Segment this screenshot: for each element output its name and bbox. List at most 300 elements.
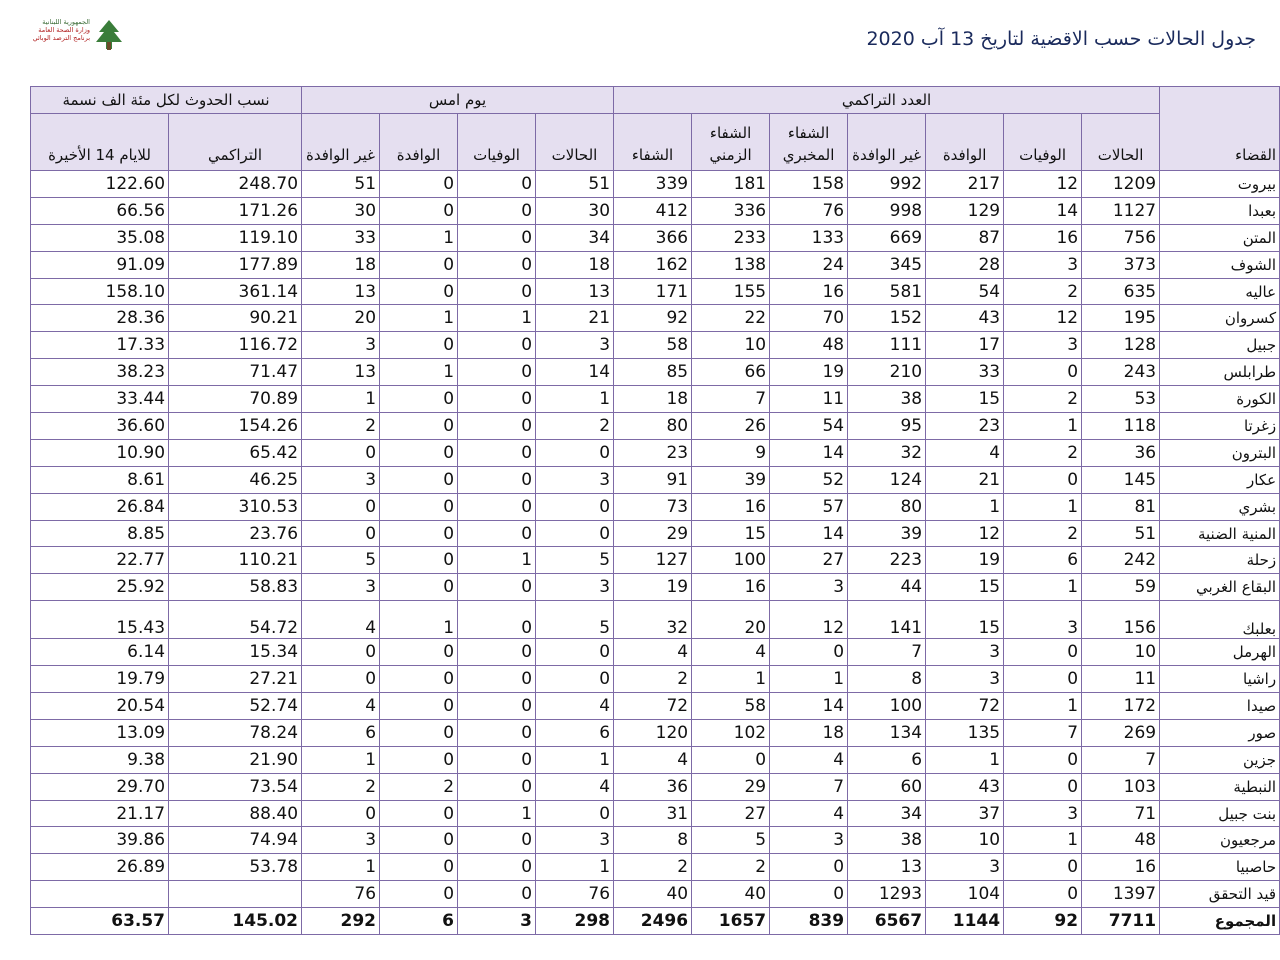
y-cases-cell: 51 [536, 171, 614, 198]
recovery-cell: 36 [614, 773, 692, 800]
rate-14days-cell: 66.56 [31, 197, 169, 224]
y-imported-cell: 6 [380, 908, 458, 935]
table-row [31, 520, 1280, 547]
y-non-imported-cell: 51 [302, 171, 380, 198]
y-non-imported-cell: 3 [302, 466, 380, 493]
deaths-cell: 2 [1004, 278, 1082, 305]
time-recovery-cell: 39 [692, 466, 770, 493]
y-imported-cell: 0 [380, 800, 458, 827]
deaths-cell: 1 [1004, 413, 1082, 440]
non-imported-cell: 32 [848, 439, 926, 466]
cumulative-rate-cell: 110.21 [169, 547, 302, 574]
y-cases-cell: 3 [536, 827, 614, 854]
ministry-logo [18, 16, 128, 56]
time-recovery-cell: 15 [692, 520, 770, 547]
imported-cell: 54 [926, 278, 1004, 305]
cumulative-rate-cell: 23.76 [169, 520, 302, 547]
y-deaths-cell: 3 [458, 908, 536, 935]
y-deaths-cell: 0 [458, 413, 536, 440]
district-cell: طرابلس [1160, 359, 1280, 386]
time-recovery-cell: 155 [692, 278, 770, 305]
non-imported-cell: 34 [848, 800, 926, 827]
y-cases-cell: 0 [536, 800, 614, 827]
deaths-cell: 0 [1004, 854, 1082, 881]
cases-table [30, 86, 1280, 935]
cumulative-rate-cell: 116.72 [169, 332, 302, 359]
time-recovery-cell: 0 [692, 746, 770, 773]
district-cell: جزين [1160, 746, 1280, 773]
y-imported-cell: 1 [380, 224, 458, 251]
y-deaths-cell: 0 [458, 493, 536, 520]
district-cell: عاليه [1160, 278, 1280, 305]
y-imported-cell: 0 [380, 693, 458, 720]
non-imported-cell: 95 [848, 413, 926, 440]
rate-14days-cell: 28.36 [31, 305, 169, 332]
cumulative-rate-cell: 88.40 [169, 800, 302, 827]
y-deaths-cell: 0 [458, 773, 536, 800]
deaths-cell: 0 [1004, 666, 1082, 693]
cumulative-rate-cell: 15.34 [169, 639, 302, 666]
rate-14days-cell: 26.84 [31, 493, 169, 520]
recovery-cell: 120 [614, 719, 692, 746]
y-deaths-cell: 0 [458, 827, 536, 854]
time-recovery-cell: 29 [692, 773, 770, 800]
non-imported-cell: 223 [848, 547, 926, 574]
non-imported-cell: 992 [848, 171, 926, 198]
rate-14days-cell: 25.92 [31, 574, 169, 601]
table-row [31, 827, 1280, 854]
y-deaths-cell: 1 [458, 800, 536, 827]
cumulative-rate-cell: 53.78 [169, 854, 302, 881]
rate-14days-cell: 13.09 [31, 719, 169, 746]
lab-recovery-cell: 1 [770, 666, 848, 693]
non-imported-cell: 100 [848, 693, 926, 720]
imported-cell: 72 [926, 693, 1004, 720]
y-imported-cell: 0 [380, 493, 458, 520]
time-recovery-cell: 22 [692, 305, 770, 332]
district-cell: حاصبيا [1160, 854, 1280, 881]
rate-14days-cell: 19.79 [31, 666, 169, 693]
table-row [31, 666, 1280, 693]
recovery-cell: 366 [614, 224, 692, 251]
table-row [31, 359, 1280, 386]
y-cases-cell: 4 [536, 693, 614, 720]
cumulative-rate-cell: 65.42 [169, 439, 302, 466]
y-non-imported-cell: 3 [302, 332, 380, 359]
cumulative-rate-cell: 74.94 [169, 827, 302, 854]
y-non-imported-cell: 13 [302, 278, 380, 305]
recovery-cell: 8 [614, 827, 692, 854]
cases-cell: 373 [1082, 251, 1160, 278]
cumulative-rate-cell: 145.02 [169, 908, 302, 935]
table-row [31, 413, 1280, 440]
deaths-cell: 12 [1004, 171, 1082, 198]
imported-cell: 129 [926, 197, 1004, 224]
time-recovery-cell: 1 [692, 666, 770, 693]
table-row [31, 639, 1280, 666]
cases-cell: 81 [1082, 493, 1160, 520]
table-row [31, 854, 1280, 881]
y-deaths-cell: 0 [458, 746, 536, 773]
district-cell: المتن [1160, 224, 1280, 251]
imported-cell: 4 [926, 439, 1004, 466]
deaths-cell: 3 [1004, 332, 1082, 359]
imported-cell: 104 [926, 881, 1004, 908]
y-deaths-cell: 1 [458, 547, 536, 574]
col-y-deaths-header: الوفيات [458, 114, 536, 171]
y-cases-cell: 0 [536, 439, 614, 466]
table-row [31, 171, 1280, 198]
cases-cell: 7 [1082, 746, 1160, 773]
cumulative-rate-cell: 177.89 [169, 251, 302, 278]
y-imported-cell: 2 [380, 773, 458, 800]
y-cases-cell: 0 [536, 493, 614, 520]
table-row [31, 224, 1280, 251]
recovery-cell: 18 [614, 386, 692, 413]
imported-cell: 3 [926, 666, 1004, 693]
logo-line-1: الجمهورية اللبنانية [42, 18, 90, 26]
district-cell: النبطية [1160, 773, 1280, 800]
lab-recovery-cell: 0 [770, 639, 848, 666]
district-cell: زغرتا [1160, 413, 1280, 440]
y-imported-cell: 0 [380, 332, 458, 359]
rate-14days-cell: 63.57 [31, 908, 169, 935]
cases-cell: 16 [1082, 854, 1160, 881]
y-imported-cell: 0 [380, 574, 458, 601]
col-district-header: القضاء [1160, 87, 1280, 171]
y-imported-cell: 0 [380, 854, 458, 881]
col-y-cases-header: الحالات [536, 114, 614, 171]
cases-cell: 156 [1082, 601, 1160, 639]
table-row [31, 439, 1280, 466]
time-recovery-cell: 1657 [692, 908, 770, 935]
district-cell: بيروت [1160, 171, 1280, 198]
district-cell: بنت جبيل [1160, 800, 1280, 827]
rate-14days-cell: 38.23 [31, 359, 169, 386]
cases-cell: 71 [1082, 800, 1160, 827]
y-cases-cell: 6 [536, 719, 614, 746]
y-non-imported-cell: 33 [302, 224, 380, 251]
lab-recovery-cell: 70 [770, 305, 848, 332]
y-deaths-cell: 0 [458, 881, 536, 908]
y-imported-cell: 0 [380, 413, 458, 440]
deaths-cell: 0 [1004, 359, 1082, 386]
cases-cell: 48 [1082, 827, 1160, 854]
cases-cell: 128 [1082, 332, 1160, 359]
lab-recovery-cell: 4 [770, 800, 848, 827]
deaths-cell: 7 [1004, 719, 1082, 746]
table-row [31, 278, 1280, 305]
imported-cell: 3 [926, 854, 1004, 881]
rate-14days-cell: 35.08 [31, 224, 169, 251]
table-row [31, 693, 1280, 720]
time-recovery-cell: 40 [692, 881, 770, 908]
cases-cell: 53 [1082, 386, 1160, 413]
non-imported-cell: 134 [848, 719, 926, 746]
time-recovery-cell: 7 [692, 386, 770, 413]
recovery-cell: 23 [614, 439, 692, 466]
non-imported-cell: 581 [848, 278, 926, 305]
time-recovery-cell: 181 [692, 171, 770, 198]
y-deaths-cell: 0 [458, 601, 536, 639]
imported-cell: 3 [926, 639, 1004, 666]
y-non-imported-cell: 76 [302, 881, 380, 908]
y-imported-cell: 1 [380, 359, 458, 386]
imported-cell: 21 [926, 466, 1004, 493]
table-row [31, 574, 1280, 601]
y-deaths-cell: 0 [458, 197, 536, 224]
imported-cell: 15 [926, 386, 1004, 413]
non-imported-cell: 80 [848, 493, 926, 520]
non-imported-cell: 210 [848, 359, 926, 386]
y-cases-cell: 0 [536, 520, 614, 547]
y-non-imported-cell: 0 [302, 639, 380, 666]
non-imported-cell: 141 [848, 601, 926, 639]
y-deaths-cell: 0 [458, 332, 536, 359]
cases-cell: 195 [1082, 305, 1160, 332]
time-recovery-cell: 138 [692, 251, 770, 278]
lab-recovery-cell: 158 [770, 171, 848, 198]
y-non-imported-cell: 3 [302, 574, 380, 601]
district-cell: راشيا [1160, 666, 1280, 693]
recovery-cell: 19 [614, 574, 692, 601]
lab-recovery-cell: 4 [770, 746, 848, 773]
rate-14days-cell: 10.90 [31, 439, 169, 466]
y-imported-cell: 0 [380, 520, 458, 547]
y-deaths-cell: 0 [458, 574, 536, 601]
cumulative-rate-cell: 73.54 [169, 773, 302, 800]
y-deaths-cell: 0 [458, 666, 536, 693]
deaths-cell: 16 [1004, 224, 1082, 251]
lab-recovery-cell: 54 [770, 413, 848, 440]
time-recovery-cell: 66 [692, 359, 770, 386]
imported-cell: 43 [926, 773, 1004, 800]
lab-recovery-cell: 0 [770, 854, 848, 881]
deaths-cell: 12 [1004, 305, 1082, 332]
cases-cell: 172 [1082, 693, 1160, 720]
recovery-cell: 2496 [614, 908, 692, 935]
rate-14days-cell: 8.61 [31, 466, 169, 493]
group-yesterday-header: يوم امس [302, 87, 614, 114]
cumulative-rate-cell: 78.24 [169, 719, 302, 746]
cumulative-rate-cell: 248.70 [169, 171, 302, 198]
non-imported-cell: 6567 [848, 908, 926, 935]
y-deaths-cell: 0 [458, 719, 536, 746]
cases-cell: 7711 [1082, 908, 1160, 935]
non-imported-cell: 669 [848, 224, 926, 251]
cases-cell: 59 [1082, 574, 1160, 601]
y-imported-cell: 0 [380, 171, 458, 198]
y-cases-cell: 2 [536, 413, 614, 440]
deaths-cell: 0 [1004, 639, 1082, 666]
y-cases-cell: 34 [536, 224, 614, 251]
y-non-imported-cell: 20 [302, 305, 380, 332]
cedar-tree-icon [92, 18, 126, 52]
y-imported-cell: 0 [380, 881, 458, 908]
col-deaths-header: الوفيات [1004, 114, 1082, 171]
rate-14days-cell: 20.54 [31, 693, 169, 720]
y-imported-cell: 0 [380, 666, 458, 693]
district-cell: الشوف [1160, 251, 1280, 278]
district-cell: قيد التحقق [1160, 881, 1280, 908]
lab-recovery-cell: 19 [770, 359, 848, 386]
y-non-imported-cell: 3 [302, 827, 380, 854]
non-imported-cell: 111 [848, 332, 926, 359]
lab-recovery-cell: 3 [770, 827, 848, 854]
y-non-imported-cell: 0 [302, 520, 380, 547]
cases-cell: 118 [1082, 413, 1160, 440]
y-imported-cell: 0 [380, 278, 458, 305]
rate-14days-cell: 22.77 [31, 547, 169, 574]
rate-14days-cell: 91.09 [31, 251, 169, 278]
lab-recovery-cell: 76 [770, 197, 848, 224]
imported-cell: 33 [926, 359, 1004, 386]
rate-14days-cell: 26.89 [31, 854, 169, 881]
deaths-cell: 1 [1004, 493, 1082, 520]
table-row [31, 547, 1280, 574]
deaths-cell: 1 [1004, 827, 1082, 854]
imported-cell: 23 [926, 413, 1004, 440]
y-cases-cell: 30 [536, 197, 614, 224]
table-row [31, 466, 1280, 493]
recovery-cell: 4 [614, 639, 692, 666]
table-row [31, 773, 1280, 800]
non-imported-cell: 38 [848, 827, 926, 854]
y-deaths-cell: 0 [458, 439, 536, 466]
non-imported-cell: 998 [848, 197, 926, 224]
y-imported-cell: 0 [380, 827, 458, 854]
y-imported-cell: 0 [380, 639, 458, 666]
deaths-cell: 92 [1004, 908, 1082, 935]
y-non-imported-cell: 1 [302, 746, 380, 773]
cumulative-rate-cell: 54.72 [169, 601, 302, 639]
time-recovery-cell: 27 [692, 800, 770, 827]
y-cases-cell: 3 [536, 574, 614, 601]
district-cell: المنية الضنية [1160, 520, 1280, 547]
recovery-cell: 412 [614, 197, 692, 224]
cumulative-rate-cell: 58.83 [169, 574, 302, 601]
page-title: جدول الحالات حسب الاقضية لتاريخ 13 آب 2020 [866, 28, 1256, 50]
cases-cell: 756 [1082, 224, 1160, 251]
y-non-imported-cell: 292 [302, 908, 380, 935]
non-imported-cell: 8 [848, 666, 926, 693]
recovery-cell: 127 [614, 547, 692, 574]
imported-cell: 43 [926, 305, 1004, 332]
deaths-cell: 0 [1004, 466, 1082, 493]
time-recovery-cell: 4 [692, 639, 770, 666]
col-y-non-imported-header: غير الوافدة [302, 114, 380, 171]
table-row [31, 719, 1280, 746]
cumulative-rate-cell: 90.21 [169, 305, 302, 332]
table-body [31, 171, 1280, 935]
lab-recovery-cell: 3 [770, 574, 848, 601]
y-imported-cell: 0 [380, 719, 458, 746]
time-recovery-cell: 16 [692, 493, 770, 520]
y-cases-cell: 4 [536, 773, 614, 800]
time-recovery-cell: 233 [692, 224, 770, 251]
recovery-cell: 73 [614, 493, 692, 520]
non-imported-cell: 6 [848, 746, 926, 773]
y-cases-cell: 1 [536, 386, 614, 413]
cumulative-rate-cell: 361.14 [169, 278, 302, 305]
imported-cell: 28 [926, 251, 1004, 278]
recovery-cell: 29 [614, 520, 692, 547]
table-row [31, 746, 1280, 773]
y-imported-cell: 0 [380, 386, 458, 413]
y-imported-cell: 0 [380, 466, 458, 493]
rate-14days-cell: 6.14 [31, 639, 169, 666]
cases-cell: 1397 [1082, 881, 1160, 908]
y-imported-cell: 0 [380, 197, 458, 224]
district-cell: الهرمل [1160, 639, 1280, 666]
y-cases-cell: 3 [536, 466, 614, 493]
cases-cell: 1209 [1082, 171, 1160, 198]
lab-recovery-cell: 14 [770, 520, 848, 547]
y-imported-cell: 0 [380, 746, 458, 773]
district-cell: كسروان [1160, 305, 1280, 332]
cases-cell: 36 [1082, 439, 1160, 466]
lab-recovery-cell: 11 [770, 386, 848, 413]
col-recovery-header: الشفاء [614, 114, 692, 171]
recovery-cell: 91 [614, 466, 692, 493]
district-cell: بعبدا [1160, 197, 1280, 224]
y-cases-cell: 76 [536, 881, 614, 908]
recovery-cell: 72 [614, 693, 692, 720]
rate-14days-cell: 158.10 [31, 278, 169, 305]
y-non-imported-cell: 30 [302, 197, 380, 224]
y-non-imported-cell: 4 [302, 601, 380, 639]
y-deaths-cell: 1 [458, 305, 536, 332]
rate-14days-cell [31, 881, 169, 908]
time-recovery-cell: 336 [692, 197, 770, 224]
y-deaths-cell: 0 [458, 639, 536, 666]
rate-14days-cell: 17.33 [31, 332, 169, 359]
district-cell: بشري [1160, 493, 1280, 520]
non-imported-cell: 60 [848, 773, 926, 800]
imported-cell: 10 [926, 827, 1004, 854]
col-y-imported-header: الوافدة [380, 114, 458, 171]
deaths-cell: 1 [1004, 574, 1082, 601]
y-non-imported-cell: 2 [302, 773, 380, 800]
y-imported-cell: 0 [380, 439, 458, 466]
recovery-cell: 171 [614, 278, 692, 305]
lab-recovery-cell: 27 [770, 547, 848, 574]
y-deaths-cell: 0 [458, 278, 536, 305]
lab-recovery-cell: 14 [770, 439, 848, 466]
non-imported-cell: 39 [848, 520, 926, 547]
cumulative-rate-cell: 46.25 [169, 466, 302, 493]
col-lab-recovery-header: الشفاء المخبري [770, 114, 848, 171]
logo-line-2: وزارة الصحة العامة [38, 26, 90, 34]
cases-cell: 51 [1082, 520, 1160, 547]
district-cell: المجموع [1160, 908, 1280, 935]
y-imported-cell: 1 [380, 305, 458, 332]
imported-cell: 217 [926, 171, 1004, 198]
deaths-cell: 0 [1004, 881, 1082, 908]
y-cases-cell: 0 [536, 666, 614, 693]
cumulative-rate-cell: 52.74 [169, 693, 302, 720]
cumulative-rate-cell: 71.47 [169, 359, 302, 386]
time-recovery-cell: 58 [692, 693, 770, 720]
deaths-cell: 2 [1004, 386, 1082, 413]
cumulative-rate-cell: 154.26 [169, 413, 302, 440]
district-cell: صيدا [1160, 693, 1280, 720]
table-row [31, 305, 1280, 332]
lab-recovery-cell: 52 [770, 466, 848, 493]
y-deaths-cell: 0 [458, 693, 536, 720]
time-recovery-cell: 16 [692, 574, 770, 601]
col-cumulative-rate-header: التراكمي [169, 114, 302, 171]
